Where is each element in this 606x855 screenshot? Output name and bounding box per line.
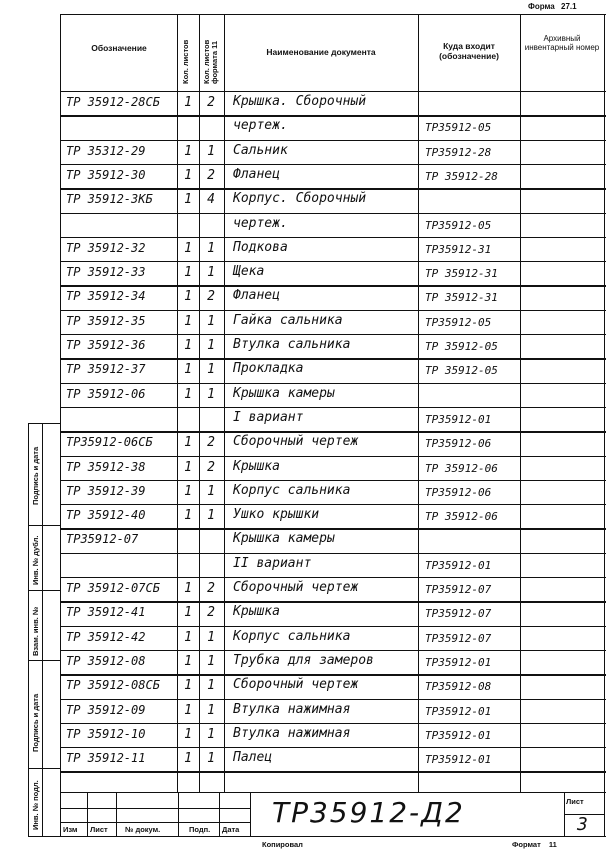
row-divider <box>60 650 606 651</box>
row-where-used: ТР35912-05 <box>425 121 492 135</box>
row-where-used: ТР35912-01 <box>425 728 492 742</box>
row-where-used: ТР35912-01 <box>425 655 492 669</box>
row-sheets-format: 1 <box>207 629 215 645</box>
row-sheets-format: 2 <box>207 605 215 621</box>
title-doc-no: № докум. <box>125 825 161 834</box>
row-doc-name: чертеж. <box>233 118 288 134</box>
row-where-used: ТР 35912-06 <box>425 461 498 475</box>
row-sheets-format: 1 <box>207 240 215 256</box>
row-designation: ТР 35912-35 <box>66 313 146 328</box>
strip-vzam-inv: Взам. инв. № <box>31 606 40 656</box>
row-doc-name: Корпус сальника <box>233 482 351 498</box>
row-where-used: ТР35912-31 <box>425 242 492 256</box>
row-designation: ТР 35912-07СБ <box>66 581 160 595</box>
row-where-used: ТР 35912-05 <box>425 364 498 378</box>
row-designation: ТР 35912-33 <box>66 265 146 280</box>
document-code: ТР35912-Д2 <box>272 796 465 829</box>
row-divider <box>60 383 606 384</box>
row-designation: ТР 35912-38 <box>66 459 146 474</box>
row-doc-name: Прокладка <box>233 361 304 377</box>
row-sheets-format: 2 <box>207 459 215 475</box>
row-sheets-format: 1 <box>207 386 215 402</box>
row-sheets-format: 1 <box>207 313 215 329</box>
strip-sign-date-2: Подпись и дата <box>31 693 40 752</box>
row-designation: ТР 35912-3КБ <box>66 192 153 207</box>
row-sheets-format: 1 <box>207 726 215 742</box>
row-doc-name: Фланец <box>233 288 280 304</box>
row-designation: ТР 35912-37 <box>66 362 146 377</box>
row-divider <box>60 261 606 262</box>
row-where-used: ТР35912-05 <box>425 218 492 232</box>
row-sheets-format: 4 <box>207 192 215 208</box>
sheet-number: 3 <box>577 814 588 835</box>
row-where-used: ТР 35912-28 <box>425 169 498 183</box>
row-divider <box>60 407 606 408</box>
header-sheets-count: Кол. листов <box>181 39 190 84</box>
row-sheets-format: 1 <box>207 362 215 378</box>
row-designation: ТР 35912-09 <box>66 702 146 717</box>
footer-format <box>512 840 557 849</box>
row-divider <box>60 115 606 116</box>
row-designation: ТР 35912-41 <box>66 605 146 620</box>
row-designation: ТР 35912-08 <box>66 653 146 668</box>
row-sheets-count: 1 <box>184 508 192 524</box>
row-sheets-count: 1 <box>184 605 192 621</box>
strip-sign-date-1: Подпись и дата <box>31 446 40 505</box>
row-sheets-count: 1 <box>184 313 192 329</box>
row-sheets-format: 1 <box>207 143 215 159</box>
row-sheets-count: 1 <box>184 678 192 694</box>
row-designation: ТР 35912-40 <box>66 508 146 523</box>
row-doc-name: Сборочный чертеж <box>233 580 359 595</box>
row-designation: ТР 35912-42 <box>66 629 146 644</box>
row-sheets-format: 1 <box>207 483 215 499</box>
row-divider <box>60 723 606 724</box>
row-designation: ТР 35312-29 <box>66 143 146 158</box>
row-designation: ТР 35912-30 <box>66 167 146 182</box>
row-divider <box>60 358 606 359</box>
strip-inv-dupl: Инв. № дубл. <box>31 535 40 585</box>
row-sheets-count: 1 <box>184 95 192 110</box>
row-doc-name: Сборочный чертеж <box>233 434 359 450</box>
row-doc-name: Корпус сальника <box>233 628 351 644</box>
row-where-used: ТР35912-07 <box>425 607 492 621</box>
row-sheets-format: 1 <box>207 653 215 669</box>
row-divider <box>60 699 606 700</box>
row-doc-name: Сборочный чертеж <box>233 677 359 693</box>
footer-format-label: Формат <box>512 840 541 849</box>
row-sheets-format: 1 <box>207 751 215 767</box>
row-doc-name: I вариант <box>233 409 304 425</box>
row-sheets-count: 1 <box>184 192 192 208</box>
row-doc-name: Втулка сальника <box>233 337 351 352</box>
row-sheets-format: 2 <box>207 581 215 596</box>
row-divider <box>60 747 606 748</box>
strip-inv-orig: Инв. № подл. <box>31 780 40 830</box>
row-doc-name: Крышка. Сборочный <box>233 94 367 109</box>
row-sheets-format: 2 <box>207 435 215 451</box>
form-label-text: Форма <box>528 2 555 11</box>
row-where-used: ТР35912-01 <box>425 704 492 718</box>
row-divider <box>60 285 606 286</box>
row-sheets-count: 1 <box>184 459 192 475</box>
row-where-used: ТР35912-08 <box>425 680 492 694</box>
row-divider <box>60 674 606 675</box>
row-divider <box>60 213 606 214</box>
row-sheets-format: 1 <box>207 265 215 281</box>
row-designation: ТР35912-07 <box>66 532 139 547</box>
row-sheets-count: 1 <box>184 653 192 669</box>
row-where-used: ТР 35912-31 <box>425 291 498 305</box>
row-where-used: ТР35912-01 <box>425 558 492 572</box>
row-where-used: ТР35912-06 <box>425 485 492 499</box>
row-sheets-format: 1 <box>207 508 215 524</box>
row-sheets-format: 2 <box>207 289 215 305</box>
row-doc-name: Втулка нажимная <box>233 725 351 741</box>
row-sheets-count: 1 <box>184 581 192 596</box>
row-divider <box>60 577 606 578</box>
row-divider <box>60 188 606 189</box>
row-divider <box>60 431 606 432</box>
row-divider <box>60 771 606 772</box>
row-doc-name: Корпус. Сборочный <box>233 191 367 207</box>
row-divider <box>60 140 606 141</box>
row-where-used: ТР35912-05 <box>425 315 492 329</box>
row-doc-name: Крышка камеры <box>233 531 335 547</box>
row-sheets-count: 1 <box>184 751 192 767</box>
row-divider <box>60 310 606 311</box>
row-doc-name: Втулка нажимная <box>233 701 351 717</box>
row-doc-name: Гайка сальника <box>233 312 343 328</box>
row-where-used: ТР35912-28 <box>425 145 492 159</box>
title-data: Дата <box>222 825 240 834</box>
form-label <box>528 2 577 11</box>
row-doc-name: Крышка <box>233 458 280 474</box>
row-designation: ТР 35912-34 <box>66 289 146 304</box>
row-divider <box>60 237 606 238</box>
title-podp: Подп. <box>189 825 211 834</box>
row-divider <box>60 553 606 554</box>
row-divider <box>60 504 606 505</box>
row-sheets-count: 1 <box>184 240 192 256</box>
footer-copied: Копировал <box>262 840 303 849</box>
row-where-used: ТР 35912-31 <box>425 267 498 281</box>
row-doc-name: Подкова <box>233 239 288 255</box>
row-divider <box>60 528 606 529</box>
row-doc-name: Крышка <box>233 604 280 620</box>
header-doc-name: Наименование документа <box>266 47 376 57</box>
row-doc-name: Трубка для замеров <box>233 652 374 668</box>
row-where-used: ТР35912-07 <box>425 631 492 645</box>
row-divider <box>60 480 606 481</box>
row-divider <box>60 164 606 165</box>
row-sheets-format: 1 <box>207 702 215 718</box>
header-archive: Архивный инвентарный номер <box>524 34 600 53</box>
row-sheets-count: 1 <box>184 435 192 451</box>
header-sheets-format: Кол. листов формата 11 <box>202 39 219 84</box>
row-sheets-count: 1 <box>184 362 192 378</box>
row-where-used: ТР35912-01 <box>425 412 492 426</box>
row-sheets-count: 1 <box>184 338 192 353</box>
row-sheets-count: 1 <box>184 726 192 742</box>
footer-format-value: 11 <box>548 840 557 849</box>
row-doc-name: Палец <box>233 750 273 766</box>
row-doc-name: Ушко крышки <box>233 507 320 523</box>
row-sheets-format: 2 <box>207 95 215 110</box>
row-designation: ТР 35912-39 <box>66 483 146 498</box>
row-designation: ТР 35912-08СБ <box>66 678 160 693</box>
row-sheets-format: 1 <box>207 338 215 353</box>
row-where-used: ТР35912-01 <box>425 753 492 767</box>
row-divider <box>60 601 606 602</box>
row-where-used: ТР 35912-05 <box>425 340 498 353</box>
row-doc-name: Крышка камеры <box>233 385 335 401</box>
row-sheets-count: 1 <box>184 167 192 183</box>
row-doc-name: II вариант <box>233 555 312 571</box>
row-designation: ТР 35912-06 <box>66 386 146 401</box>
row-designation: ТР35912-06СБ <box>66 435 153 450</box>
row-sheets-count: 1 <box>184 386 192 402</box>
row-divider <box>60 456 606 457</box>
row-doc-name: чертеж. <box>233 215 288 231</box>
row-doc-name: Щека <box>233 264 265 280</box>
row-sheets-format: 1 <box>207 678 215 694</box>
row-doc-name: Фланец <box>233 166 280 182</box>
row-designation: ТР 35912-11 <box>66 751 146 766</box>
row-sheets-count: 1 <box>184 483 192 499</box>
row-designation: ТР 35912-32 <box>66 240 146 255</box>
row-sheets-count: 1 <box>184 289 192 305</box>
row-designation: ТР 35912-28СБ <box>66 95 160 109</box>
form-number: 27.1 <box>561 2 577 11</box>
header-where-used: Куда входит (обозначение) <box>439 41 499 61</box>
row-doc-name: Сальник <box>233 142 288 158</box>
title-list: Лист <box>90 825 108 834</box>
row-designation: ТР 35912-10 <box>66 726 146 741</box>
row-sheets-count: 1 <box>184 143 192 159</box>
row-where-used: ТР 35912-06 <box>425 510 498 524</box>
row-sheets-count: 1 <box>184 702 192 718</box>
row-where-used: ТР35912-07 <box>425 583 492 596</box>
row-divider <box>60 626 606 627</box>
row-divider <box>60 334 606 335</box>
title-izm: Изм <box>63 825 78 834</box>
header-designation: Обозначение <box>91 43 147 53</box>
row-sheets-count: 1 <box>184 629 192 645</box>
row-designation: ТР 35912-36 <box>66 338 146 352</box>
sheet-label: Лист <box>566 797 584 806</box>
row-where-used: ТР35912-06 <box>425 437 492 451</box>
row-sheets-count: 1 <box>184 265 192 281</box>
row-sheets-format: 2 <box>207 167 215 183</box>
